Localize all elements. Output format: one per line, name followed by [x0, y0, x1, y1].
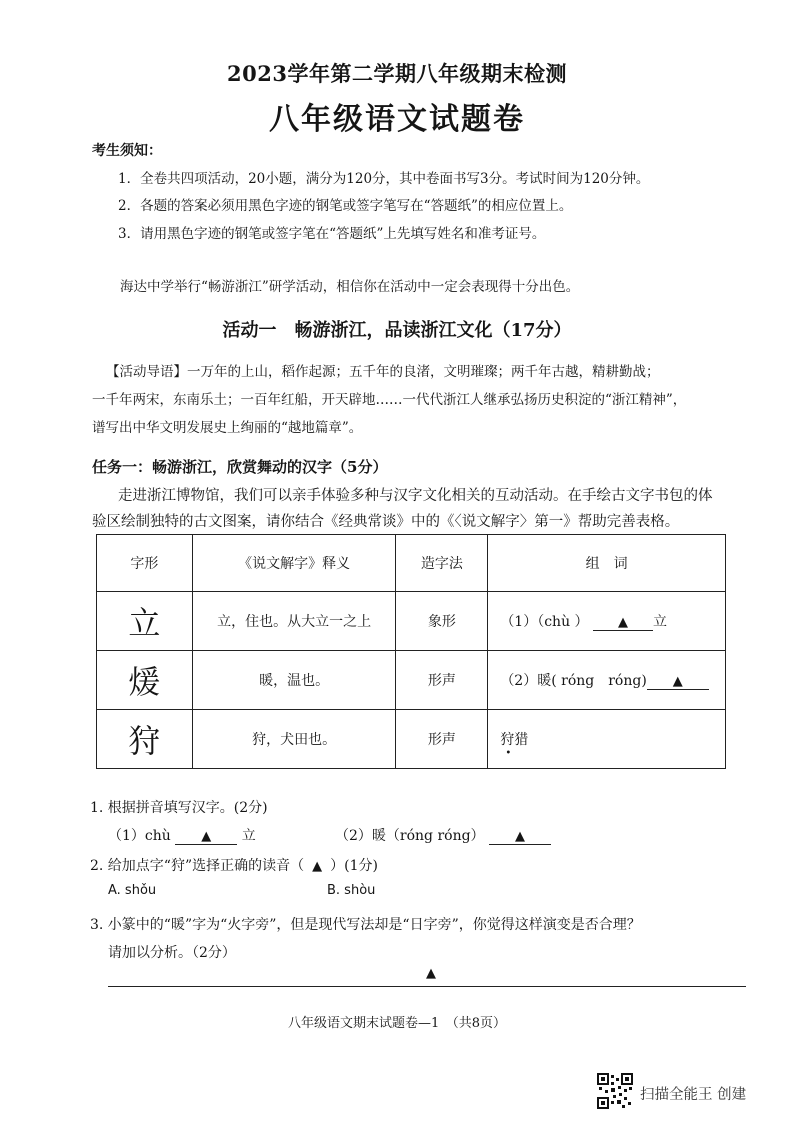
question-1: 1. 根据拼音填写汉字。(2分) — [90, 800, 268, 816]
meaning-cell: 狩，犬田也。 — [192, 710, 396, 769]
option-b: B. shòu — [327, 883, 376, 898]
table-header-cell: 组 词 — [488, 535, 726, 592]
intro-text: 海达中学举行“畅游浙江”研学活动，相信你在活动中一定会表现得十分出色。 — [120, 279, 580, 295]
seal-glyph-cell — [97, 651, 193, 710]
question-3-line-2: 请加以分析。（2分） — [108, 945, 236, 961]
method-cell: 形声 — [396, 710, 488, 769]
character-table — [96, 534, 726, 769]
word-cell — [488, 710, 726, 769]
seal-glyph-cell — [97, 592, 193, 651]
task-desc-line-2: 验区绘制独特的古文图案，请你结合《经典常谈》中的《〈说文解字〉第一》帮助完善表格。 — [92, 514, 680, 530]
task-desc-line-1: 走进浙江博物馆，我们可以亲手体验多种与汉字文化相关的互动活动。在手绘古文字书包的体 — [118, 488, 713, 504]
guide-line-1: 【活动导语】一万年的上山，稻作起源；五千年的良渚，文明璀璨；两千年古越，精耕勤战； — [106, 364, 660, 380]
table-header-cell: 造字法 — [396, 535, 488, 592]
word-prefix: （1）（chù ） — [500, 614, 589, 630]
dotted-word — [500, 729, 529, 759]
word-prefix: （2）暖( róng róng) — [500, 673, 647, 689]
word-cell — [488, 592, 726, 651]
answer-blank: ▲ — [647, 674, 709, 690]
page-footer: 八年级语文期末试题卷—1 （共8页） — [287, 1016, 507, 1031]
question-1-part-1 — [108, 825, 256, 845]
answer-blank: ▲ — [312, 859, 323, 874]
section-title: 活动一 畅游浙江，品读浙江文化（17分） — [222, 320, 572, 341]
seal-glyph: 狩 — [128, 722, 161, 760]
answer-blank: ▲ — [593, 615, 653, 631]
exam-subtitle: 八年级语文试题卷 — [269, 102, 525, 137]
notice-item-2: 2．各题的答案必须用黑色字迹的钢笔或签字笔写在“答题纸”的相应位置上。 — [118, 198, 573, 214]
guide-line-2: 一千年两宋，东南乐土；一百年红船，开天辟地……一代代浙江人继承弘扬历史积淀的“浙江精神”， — [92, 392, 687, 408]
word-cell — [488, 651, 726, 710]
table-header-row — [97, 535, 726, 592]
method-cell: 象形 — [396, 592, 488, 651]
qr-code-icon — [597, 1073, 633, 1109]
answer-blank: ▲ — [175, 829, 237, 845]
q1-part1-prefix: （1）chù — [108, 828, 171, 844]
answer-marker: ▲ — [426, 966, 436, 981]
answer-blank: ▲ — [489, 829, 551, 845]
word-prefix: 狩猎 — [500, 732, 529, 748]
q1-part2-prefix: （2）暖（róng róng） — [335, 828, 485, 844]
emphasis-dot-icon: • — [505, 748, 512, 759]
q2-text: 2. 给加点字“狩”选择正确的读音（ — [90, 858, 305, 874]
scanner-watermark: 扫描全能王 创建 — [640, 1087, 747, 1103]
notice-heading: 考生须知： — [92, 143, 162, 159]
word-suffix: 立 — [653, 614, 667, 630]
q1-part1-suffix: 立 — [241, 828, 256, 844]
exam-title: 2023学年第二学期八年级期末检测 — [227, 61, 567, 86]
method-cell: 形声 — [396, 651, 488, 710]
table-header-cell: 字形 — [97, 535, 193, 592]
table-row — [97, 710, 726, 769]
table-row — [97, 592, 726, 651]
question-1-part-2 — [335, 825, 551, 845]
table-row — [97, 651, 726, 710]
notice-item-1: 1．全卷共四项活动，20小题，满分为120分，其中卷面书写3分。考试时间为120分钟。 — [118, 171, 650, 187]
seal-glyph: 立 — [128, 604, 161, 642]
seal-glyph: 煖 — [128, 663, 161, 701]
question-2 — [90, 855, 378, 875]
task-title: 任务一：畅游浙江，欣赏舞动的汉字（5分） — [92, 458, 388, 476]
seal-glyph-cell — [97, 710, 193, 769]
table-header-cell: 《说文解字》释义 — [192, 535, 396, 592]
meaning-cell: 暖，温也。 — [192, 651, 396, 710]
option-a: A. shǒu — [108, 883, 157, 898]
notice-item-3: 3．请用黑色字迹的钢笔或签字笔在“答题纸”上先填写姓名和准考证号。 — [118, 226, 546, 242]
guide-line-3: 谱写出中华文明发展史上绚丽的“越地篇章”。 — [92, 420, 363, 436]
q2-score: ）(1分) — [330, 858, 378, 874]
meaning-cell: 立，住也。从大立一之上 — [192, 592, 396, 651]
answer-line — [108, 986, 746, 987]
question-3-line-1: 3. 小篆中的“暖”字为“火字旁”，但是现代写法却是“日字旁”，你觉得这样演变是否合理？ — [90, 917, 641, 933]
